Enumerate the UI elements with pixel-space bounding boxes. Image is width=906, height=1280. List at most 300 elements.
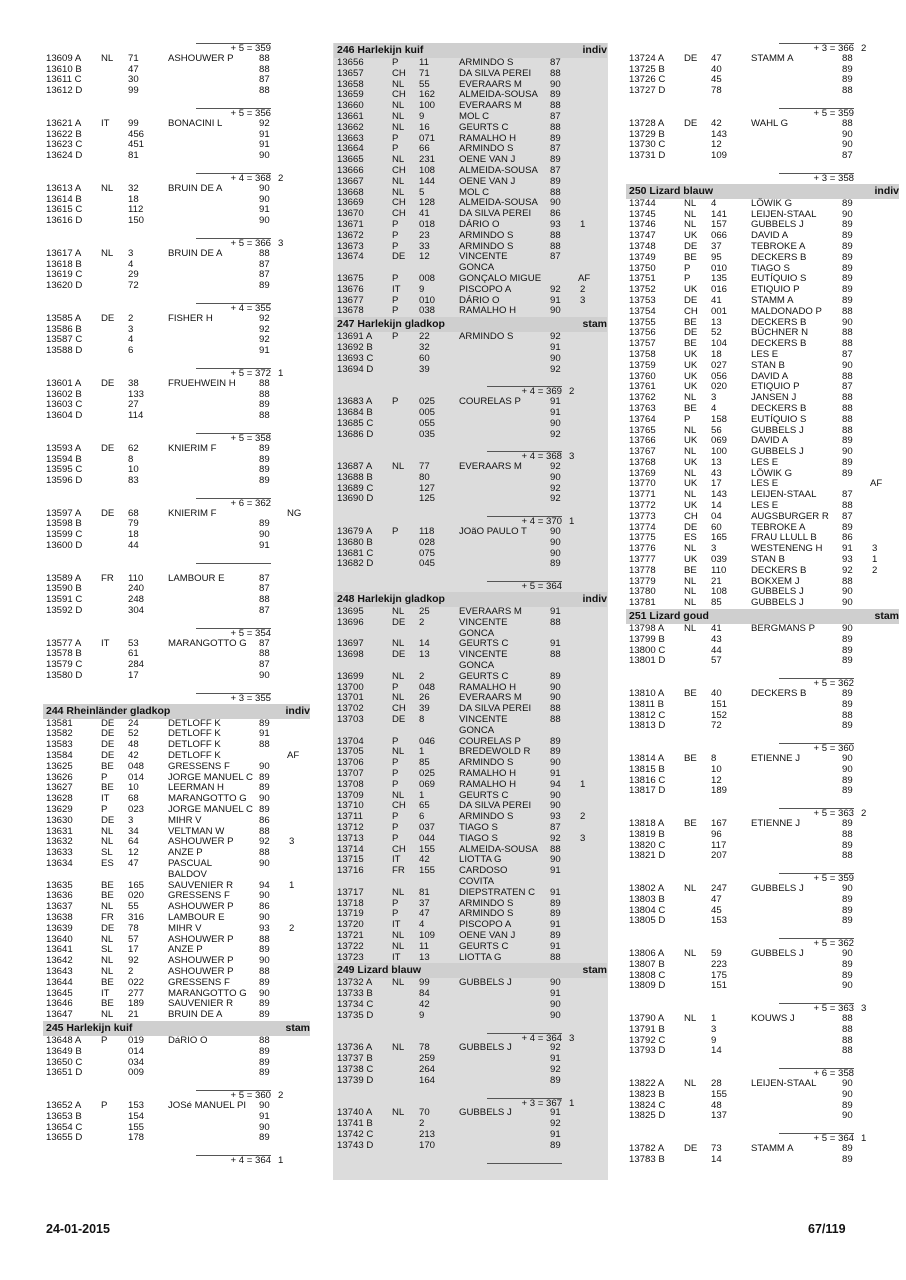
ring-number: 066	[711, 230, 728, 242]
points: 89	[259, 1009, 270, 1021]
spacer	[46, 617, 310, 628]
points: 89	[842, 284, 853, 296]
ring-number: 213	[419, 1128, 436, 1140]
owner-name: VINCENTE	[459, 649, 508, 661]
points: 91	[259, 540, 270, 552]
column-2	[337, 43, 607, 1173]
country-code: NL	[392, 78, 405, 90]
entry-id: 13630	[46, 814, 73, 826]
owner-name: EVERAARS M	[459, 692, 522, 704]
points: 91	[550, 886, 561, 898]
ring-number: 125	[419, 493, 436, 505]
ring-number: 141	[711, 208, 728, 220]
table-row	[337, 231, 607, 242]
country-code: NL	[101, 247, 114, 259]
country-code: NL	[684, 197, 697, 209]
country-code: NL	[684, 467, 697, 479]
ring-number: 019	[128, 1034, 145, 1046]
entry-id: 13634	[46, 858, 73, 869]
entry-id: 13641	[46, 944, 73, 956]
total-value: + 5 = 359	[230, 43, 271, 54]
country-code: DE	[684, 52, 698, 64]
points: 89	[842, 644, 853, 656]
ring-number: 22	[419, 331, 430, 343]
country-code: SL	[101, 847, 113, 859]
section-header	[43, 1021, 310, 1036]
points: 90	[550, 417, 561, 429]
entry-id: 13687 A	[337, 461, 373, 473]
owner-name: ANZE P	[168, 847, 203, 859]
ring-number: 8	[711, 753, 717, 765]
points: 89	[259, 280, 270, 292]
entry-id: 13770	[629, 478, 656, 490]
spacer	[629, 732, 899, 743]
country-code: NL	[101, 182, 114, 194]
ring-number: 039	[711, 554, 728, 566]
points: 89	[550, 175, 561, 187]
table-row	[629, 906, 899, 917]
ring-number: 3	[711, 543, 717, 555]
spacer	[46, 97, 310, 108]
points: 89	[842, 774, 853, 786]
points: 90	[259, 529, 270, 541]
entry-id: 13704	[337, 735, 364, 747]
ring-number: 99	[128, 85, 139, 97]
owner-name: LES E	[751, 456, 779, 468]
entry-id: 13581	[46, 717, 73, 729]
owner-name: ARMINDO S	[459, 811, 514, 823]
points: 89	[259, 944, 270, 956]
spacer	[629, 1057, 899, 1068]
points: 93	[259, 922, 270, 934]
entry-id: 13753	[629, 294, 656, 306]
country-code: DE	[101, 728, 115, 740]
ring-number: 23	[419, 229, 430, 241]
table-row	[337, 1000, 607, 1011]
points: 90	[842, 1088, 853, 1100]
points: 88	[550, 649, 561, 661]
owner-name: DA SILVA PEREI	[459, 208, 532, 220]
points: 92	[550, 363, 561, 375]
entry-id: 13807 B	[629, 958, 665, 970]
ring-number: 104	[711, 338, 728, 350]
group-rank: 3	[861, 1003, 867, 1015]
country-code: DE	[684, 327, 698, 339]
entry-id: 13735 D	[337, 1009, 374, 1021]
table-row	[46, 606, 310, 617]
country-code: BE	[101, 760, 114, 772]
total-value: + 4 = 370	[521, 516, 562, 528]
country-code: DE	[684, 294, 698, 306]
entry-id: 13714	[337, 843, 364, 855]
points: 89	[842, 1153, 853, 1165]
country-code: NL	[392, 606, 405, 618]
table-row	[46, 476, 310, 487]
ring-number: 223	[711, 958, 728, 970]
section-title: 249 Lizard blauw	[337, 964, 422, 977]
table-row	[337, 419, 607, 430]
ring-number: 37	[419, 897, 430, 909]
ring-number: 28	[711, 1077, 722, 1089]
points: 90	[842, 753, 853, 765]
table-row	[46, 140, 310, 151]
entry-id: 13655 D	[46, 1132, 83, 1144]
group-rank: 1	[278, 1155, 284, 1167]
entry-id: 13817 D	[629, 785, 666, 797]
points: 92	[550, 493, 561, 505]
entry-id: 13631	[46, 825, 73, 837]
entry-id: 13660	[337, 100, 364, 112]
ring-number: 85	[419, 757, 430, 769]
points: 87	[842, 489, 853, 501]
entry-id: 13783 B	[629, 1153, 665, 1165]
table-row	[46, 346, 310, 357]
ring-number: 47	[128, 63, 139, 75]
ring-number: 42	[128, 750, 139, 762]
entry-id: 13658	[337, 78, 364, 90]
owner-name: TEBROKE A	[751, 240, 806, 252]
country-code: IT	[101, 117, 110, 129]
points: 88	[259, 388, 270, 400]
table-row	[337, 473, 607, 484]
owner-name: ANZE P	[168, 944, 203, 956]
country-code: P	[392, 768, 399, 780]
entry-id: 13583	[46, 739, 73, 751]
table-row	[46, 195, 310, 206]
ring-number: 96	[711, 828, 722, 840]
table-row	[337, 1065, 607, 1076]
points: 88	[842, 117, 853, 129]
points: 88	[259, 85, 270, 97]
table-row	[46, 184, 310, 195]
owner-name: ASHOUWER P	[168, 836, 234, 848]
points: 91	[550, 638, 561, 650]
group-total	[337, 581, 607, 592]
owner-name: DETLOFF K	[168, 750, 221, 762]
entry-id: 13779	[629, 575, 656, 587]
points: 91	[842, 543, 853, 555]
ring-number: 21	[711, 575, 722, 587]
section-class: stam	[285, 1021, 310, 1034]
total-value: + 5 = 362	[813, 678, 854, 690]
table-row	[337, 365, 607, 376]
country-code: NL	[684, 446, 697, 458]
entry-id: 13628	[46, 793, 73, 805]
country-code: DE	[684, 117, 698, 129]
ring-number: 069	[711, 435, 728, 447]
owner-name: KNIERIM F	[168, 442, 217, 454]
spacer	[337, 1022, 607, 1033]
ring-number: 33	[419, 240, 430, 252]
table-row	[337, 1119, 607, 1130]
entry-id: 13587 C	[46, 334, 83, 346]
ring-number: 155	[419, 865, 436, 877]
entry-id: 13618 B	[46, 258, 82, 270]
footer-date: 24-01-2015	[46, 1222, 110, 1236]
country-code: NL	[392, 670, 405, 682]
table-row	[337, 559, 607, 570]
points: 92	[550, 428, 561, 440]
owner-name: ETIQUIO P	[751, 284, 800, 296]
country-code: CH	[392, 208, 406, 220]
table-row	[629, 754, 899, 765]
total-value: + 4 = 369	[521, 386, 562, 398]
owner-name: GUBBELS J	[459, 1107, 512, 1119]
owner-name: EUTÍQUIO S	[751, 413, 807, 425]
ring-number: 3	[128, 323, 134, 335]
points: 87	[550, 822, 561, 833]
entry-id: 13601 A	[46, 377, 82, 389]
total-value: + 5 = 356	[230, 107, 271, 119]
owner-name: LES E	[751, 348, 779, 360]
rank: 1	[872, 554, 878, 566]
entry-id: 13820 C	[629, 839, 666, 851]
points: 89	[842, 63, 853, 75]
entry-id: 13708	[337, 778, 364, 790]
owner-name: EUTÍQUIO S	[751, 273, 807, 285]
table-row	[629, 253, 899, 264]
country-code: NL	[101, 933, 114, 945]
entry-id: 13694 D	[337, 363, 374, 375]
points: 90	[550, 536, 561, 548]
ring-number: 001	[711, 305, 728, 317]
rank: 3	[580, 294, 586, 306]
table-row	[629, 151, 899, 162]
total-value: + 4 = 368	[230, 172, 271, 184]
owner-name: RAMALHO H	[459, 768, 517, 780]
entry-id: 13685 C	[337, 417, 374, 429]
points: 87	[550, 251, 561, 263]
owner-name: BRUIN DE A	[168, 247, 223, 259]
country-code: NL	[684, 623, 697, 635]
ring-number: 110	[128, 572, 144, 584]
points: 88	[550, 100, 561, 112]
entry-id: 13716	[337, 865, 364, 877]
spacer	[46, 682, 310, 693]
points: 86	[259, 901, 270, 913]
country-code: DE	[101, 814, 115, 826]
ring-number: 155	[419, 843, 436, 855]
table-row	[46, 584, 310, 595]
points: 89	[550, 154, 561, 166]
points: 86	[259, 814, 270, 826]
total-value: + 5 = 363	[813, 1003, 854, 1015]
ring-number: 65	[419, 800, 430, 812]
points: 88	[550, 121, 561, 133]
ring-number: 59	[711, 947, 722, 959]
country-code: FR	[101, 572, 114, 584]
ring-number: 61	[128, 648, 139, 660]
points: 90	[550, 197, 561, 209]
points: 91	[550, 1053, 561, 1065]
points: 89	[842, 467, 853, 479]
table-row	[337, 1043, 607, 1054]
ring-number: 4	[711, 197, 717, 209]
total-value: + 4 = 368	[521, 451, 562, 463]
entry-id: 13663	[337, 132, 364, 144]
country-code: NL	[101, 836, 114, 848]
owner-name: LEERMAN H	[168, 782, 224, 794]
ring-number: 47	[711, 52, 722, 64]
group-rank: 2	[861, 808, 867, 820]
country-code: P	[392, 132, 399, 144]
ring-number: 21	[128, 1009, 139, 1021]
entry-id: 13745	[629, 208, 656, 220]
owner-name: VINCENTE	[459, 714, 508, 726]
entry-id: 13824 C	[629, 1099, 666, 1111]
entry-id: 13693 C	[337, 352, 374, 364]
ring-number: 207	[711, 850, 728, 862]
owner-name: BRUIN DE A	[168, 1009, 223, 1021]
entry-id: 13762	[629, 392, 656, 404]
entry-id: 13764	[629, 413, 656, 425]
points: 93	[842, 554, 853, 566]
ring-number: 1	[419, 789, 425, 801]
points: 92	[259, 334, 270, 346]
table-row	[337, 538, 607, 549]
points: 87	[259, 605, 270, 617]
country-code: NL	[684, 882, 697, 894]
table-row	[46, 281, 310, 292]
entry-id: 13803 B	[629, 893, 665, 905]
points: 90	[259, 1121, 270, 1133]
ring-number: 316	[128, 911, 145, 923]
owner-name: OENE VAN J	[459, 175, 516, 187]
points: 87	[259, 572, 270, 584]
section-header	[626, 184, 899, 199]
ring-number: 52	[128, 728, 139, 740]
points: 91	[550, 940, 561, 952]
points: 90	[842, 947, 853, 959]
owner-name: DÁRIO O	[459, 218, 500, 230]
country-code: BE	[684, 688, 697, 700]
country-code: IT	[101, 793, 110, 805]
entry-id: 13771	[629, 489, 656, 501]
country-code: NL	[101, 52, 114, 64]
owner-name: STAN B	[751, 359, 785, 371]
owner-name: BALDOV	[168, 868, 207, 880]
group-total	[46, 693, 310, 704]
ring-number: 10	[711, 763, 722, 775]
ring-number: 4	[419, 919, 425, 931]
points: 89	[550, 1074, 561, 1086]
country-code: NL	[392, 110, 405, 122]
ring-number: 284	[128, 659, 145, 671]
owner-name: ARMINDO S	[459, 897, 514, 909]
country-code: NL	[392, 977, 405, 989]
points: 90	[842, 586, 853, 598]
entry-id: 13813 D	[629, 720, 666, 732]
country-code: IT	[101, 987, 110, 999]
points: 89	[842, 294, 853, 306]
country-code: ES	[101, 858, 114, 869]
points: 89	[259, 1056, 270, 1068]
owner-name: ETIENNE J	[751, 818, 801, 829]
points: 87	[259, 258, 270, 270]
table-row	[337, 306, 607, 317]
points: 90	[259, 215, 270, 227]
points: 90	[550, 471, 561, 483]
ring-number: 14	[419, 638, 430, 650]
spacer	[46, 1144, 310, 1155]
points: 92	[550, 1118, 561, 1130]
points: 87	[259, 269, 270, 281]
total-value: + 3 = 358	[813, 172, 854, 184]
points: 90	[550, 977, 561, 989]
entry-id: 13578 B	[46, 648, 82, 660]
entry-id: 13772	[629, 500, 656, 512]
ring-number: 17	[711, 478, 722, 490]
ring-number: 020	[128, 890, 145, 902]
ring-number: 8	[128, 453, 134, 465]
entry-id: 13773	[629, 510, 656, 522]
table-row	[337, 1130, 607, 1141]
ring-number: 72	[711, 720, 722, 732]
points: 90	[842, 139, 853, 151]
total-value: + 3 = 355	[230, 692, 271, 704]
entry-id: 13776	[629, 543, 656, 555]
ring-number: 60	[419, 352, 430, 364]
owner-name: STAMM A	[751, 1142, 794, 1154]
table-row	[46, 260, 310, 271]
points: 88	[842, 1045, 853, 1057]
entry-id: 13679 A	[337, 526, 373, 538]
country-code: P	[101, 1099, 108, 1111]
points: 88	[550, 703, 561, 715]
entry-id: 13650 C	[46, 1056, 83, 1068]
entry-id: 13712	[337, 822, 364, 833]
owner-name: GUBBELS J	[459, 977, 512, 989]
points: 91	[550, 919, 561, 931]
ring-number: 29	[128, 269, 139, 281]
table-row	[46, 270, 310, 281]
section-header	[334, 963, 607, 978]
country-code: P	[392, 778, 399, 790]
points: 90	[259, 911, 270, 923]
ring-number: 135	[711, 273, 728, 285]
ring-number: 100	[711, 446, 728, 458]
section-title: 250 Lizard blauw	[629, 184, 714, 197]
total-value: + 5 = 362	[813, 938, 854, 950]
points: 90	[842, 128, 853, 140]
ring-number: 40	[711, 688, 722, 700]
group-rank: 3	[569, 1032, 575, 1044]
ring-number: 143	[711, 128, 728, 140]
points: 89	[842, 521, 853, 533]
total-value: + 3 = 367	[521, 1097, 562, 1109]
owner-name: TIAGO S	[751, 262, 790, 274]
points: 94	[259, 879, 270, 891]
country-code: UK	[684, 359, 698, 371]
table-row	[629, 1090, 899, 1101]
country-code: SL	[101, 944, 113, 956]
table-row	[46, 444, 310, 455]
points: 89	[259, 1067, 270, 1079]
table-row	[46, 530, 310, 541]
points: 87	[842, 381, 853, 393]
ring-number: 025	[419, 396, 436, 408]
group-rank: 2	[278, 172, 284, 184]
ring-number: 100	[419, 100, 436, 112]
entry-id: 13674	[337, 251, 364, 263]
entry-id: 13727 D	[629, 85, 666, 97]
ring-number: 2	[419, 616, 425, 628]
entry-id: 13707	[337, 768, 364, 780]
ring-number: 3	[128, 814, 134, 826]
country-code: BE	[684, 338, 697, 350]
ring-number: 009	[128, 1067, 145, 1079]
ring-number: 10	[128, 464, 139, 476]
